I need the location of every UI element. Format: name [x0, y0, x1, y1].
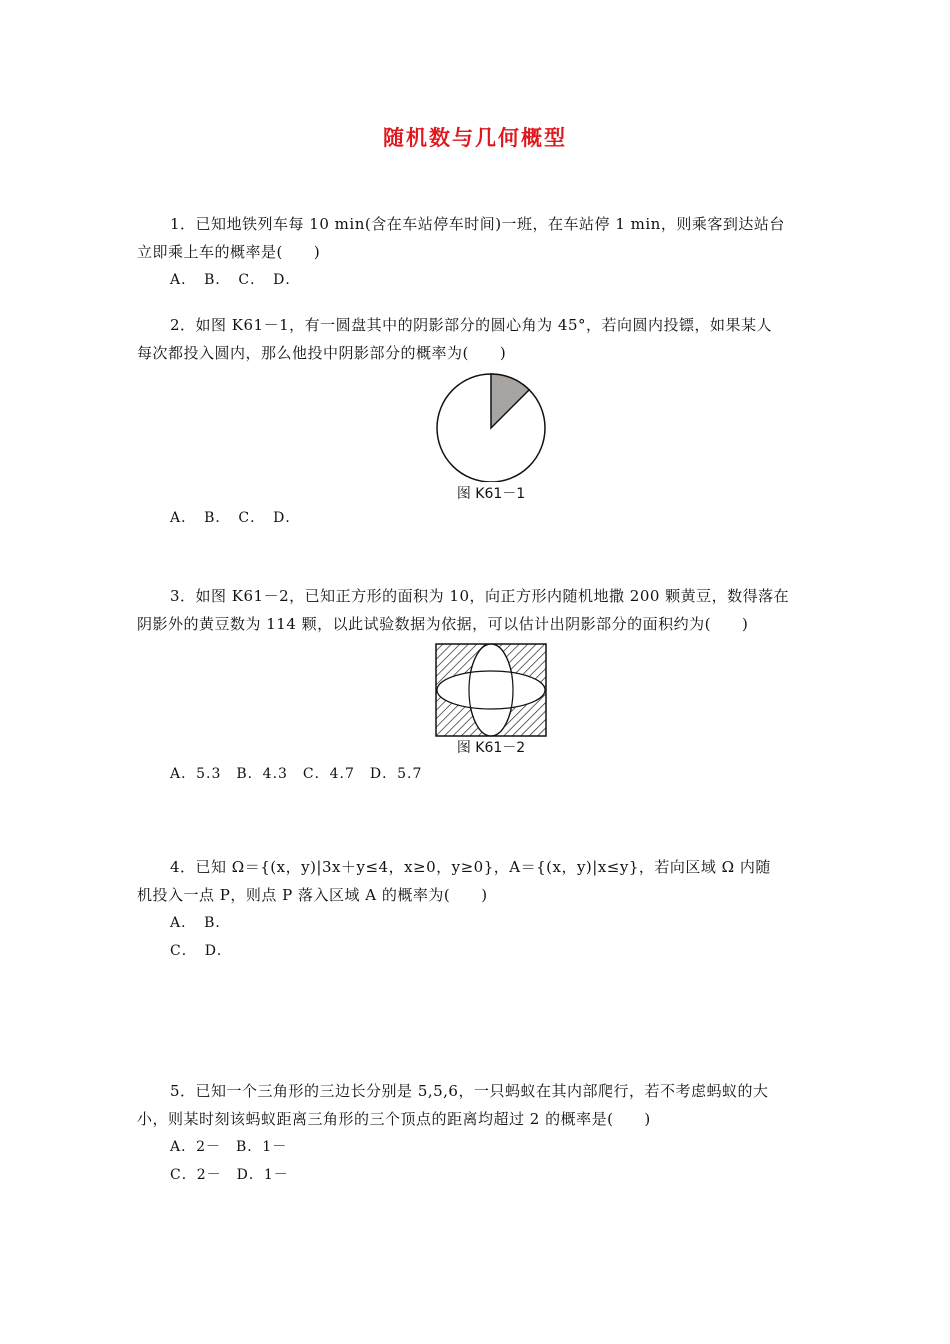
question-5-line-2: 小，则某时刻该蚂蚁距离三角形的三个顶点的距离均超过 2 的概率是( ) [137, 1110, 651, 1128]
page-title: 随机数与几何概型 [383, 126, 567, 150]
question-1-line-1: 1．已知地铁列车每 10 min(含在车站停车时间)一班，在车站停 1 min，则乘客到达站台 [170, 215, 785, 233]
question-4-line-2: 机投入一点 P，则点 P 落入区域 A 的概率为( ) [137, 886, 488, 904]
question-2-options: A． B． C． D． [170, 510, 301, 526]
question-1-options: A． B． C． D． [170, 272, 301, 288]
question-1-line-2: 立即乘上车的概率是( ) [137, 243, 321, 261]
question-3-line-1: 3．如图 K61－2，已知正方形的面积为 10，向正方形内随机地撒 200 颗黄豆，数得落在 [170, 587, 790, 605]
question-3-options: A．5.3 B．4.3 C．4.7 D．5.7 [170, 766, 423, 782]
horizontal-ellipse [437, 671, 545, 709]
question-2-line-1: 2．如图 K61－1，有一圆盘其中的阴影部分的圆心角为 45°，若向圆内投镖，如果某人 [170, 316, 773, 334]
question-4-line-1: 4．已知 Ω＝{(x，y)|3x＋y≤4，x≥0，y≥0}，A＝{(x，y)|x≤y}，若向区域 Ω 内随 [170, 858, 771, 876]
question-3-line-2: 阴影外的黄豆数为 114 颗，以此试验数据为依据，可以估计出阴影部分的面积约为( ) [137, 615, 749, 633]
question-4-options-row-2: C． D． [170, 943, 232, 959]
question-4-options-row-1: A． B． [170, 915, 231, 931]
figure-k61-2-square [435, 643, 547, 737]
question-2-line-2: 每次都投入圆内，那么他投中阴影部分的概率为( ) [137, 344, 507, 362]
figure-k61-1-pie [432, 370, 552, 482]
question-5-options-row-1: A．2－ B．1－ [170, 1139, 288, 1155]
question-5-options-row-2: C．2－ D．1－ [170, 1167, 289, 1183]
figure-k61-1-caption: 图 K61－1 [456, 486, 526, 502]
figure-k61-2-caption: 图 K61－2 [456, 740, 526, 756]
question-5-line-1: 5．已知一个三角形的三边长分别是 5,5,6，一只蚂蚁在其内部爬行，若不考虑蚂蚁的大 [170, 1082, 769, 1100]
